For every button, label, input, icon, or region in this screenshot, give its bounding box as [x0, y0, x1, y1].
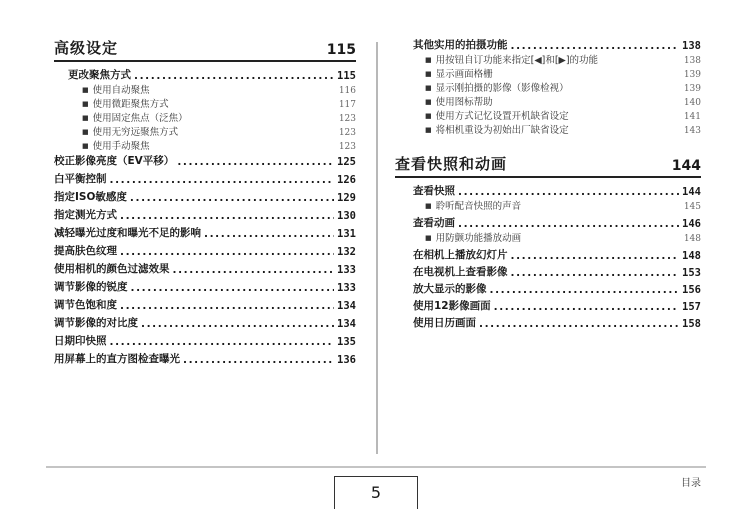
toc-entry-label: 指定ISO敏感度	[54, 191, 127, 203]
toc-entry[interactable]	[54, 172, 356, 186]
toc-entry-label: 在相机上播放幻灯片	[413, 249, 508, 261]
toc-entry[interactable]	[54, 154, 356, 168]
toc-subentry-label: 使用无穷远聚焦方式	[92, 127, 179, 138]
toc-entry[interactable]	[413, 299, 701, 313]
square-bullet-icon: ■	[425, 112, 432, 120]
toc-entry[interactable]	[54, 244, 356, 258]
toc-entry-page: 125	[337, 156, 356, 168]
toc-subentry-page: 148	[683, 234, 701, 244]
toc-entry[interactable]	[54, 334, 356, 348]
toc-subentry-page: 143	[683, 126, 701, 136]
toc-subentry-page: 139	[683, 70, 701, 80]
toc-subentry[interactable]	[82, 112, 356, 124]
toc-entry[interactable]	[413, 38, 701, 52]
toc-subentry[interactable]	[425, 54, 701, 66]
toc-entry-page: 148	[682, 250, 701, 262]
page-number: 5	[370, 483, 382, 502]
leader-dots	[120, 246, 334, 258]
square-bullet-icon: ■	[425, 126, 432, 134]
toc-subentry-label: 用按钮自订功能来指定[◀]和[▶]的功能	[435, 55, 599, 66]
toc-entry-page: 135	[337, 336, 356, 348]
toc-entry-page: 157	[682, 301, 701, 313]
square-bullet-icon: ■	[82, 100, 89, 108]
square-bullet-icon: ■	[82, 114, 89, 122]
toc-entry-label: 使用日历画面	[413, 317, 476, 329]
toc-entry[interactable]	[54, 226, 356, 240]
toc-subentry-page: 139	[683, 84, 701, 94]
toc-entry-label: 查看快照	[413, 185, 455, 197]
toc-entry[interactable]	[54, 316, 356, 330]
toc-subentry-label: 使用固定焦点（泛焦）	[92, 113, 188, 124]
toc-entry[interactable]	[413, 184, 701, 198]
toc-entry-label: 减轻曝光过度和曝光不足的影响	[54, 227, 201, 239]
toc-entry-page: 158	[682, 318, 701, 330]
toc-entry[interactable]	[54, 208, 356, 222]
toc-entry-page: 133	[337, 264, 356, 276]
toc-subentry[interactable]	[425, 110, 701, 122]
square-bullet-icon: ■	[425, 98, 432, 106]
leader-dots	[134, 70, 334, 82]
toc-subentry-label: 使用自动聚焦	[92, 85, 150, 96]
toc-entry-label: 其他实用的拍摄功能	[413, 39, 508, 51]
toc-entry-page: 130	[337, 210, 356, 222]
leader-dots	[131, 282, 335, 294]
toc-subentry-page: 141	[683, 112, 701, 122]
toc-entry[interactable]	[54, 262, 356, 276]
toc-subentry-page: 116	[338, 86, 356, 96]
leader-dots	[458, 186, 679, 198]
leader-dots	[120, 210, 334, 222]
toc-subentry-page: 140	[683, 98, 701, 108]
toc-subentry-label: 显示画面格栅	[435, 69, 493, 80]
toc-subentry[interactable]	[425, 68, 701, 80]
toc-subentry[interactable]	[425, 232, 701, 244]
toc-subentry[interactable]	[425, 124, 701, 136]
square-bullet-icon: ■	[425, 234, 432, 242]
toc-entry-label: 调节影像的锐度	[54, 281, 128, 293]
toc-entry[interactable]	[54, 298, 356, 312]
toc-entry-page: 132	[337, 246, 356, 258]
toc-entry-page: 115	[337, 70, 356, 82]
leader-dots	[490, 284, 680, 296]
toc-entry-page: 146	[682, 218, 701, 230]
toc-subentry-page: 117	[338, 100, 356, 110]
toc-entry-label: 使用相机的颜色过滤效果	[54, 263, 170, 275]
toc-entry-label: 白平衡控制	[54, 173, 107, 185]
leader-dots	[511, 250, 680, 262]
leader-dots	[183, 354, 334, 366]
toc-entry-page: 134	[337, 300, 356, 312]
leader-dots	[120, 300, 334, 312]
toc-entry-label: 校正影像亮度（EV平移）	[54, 155, 175, 167]
section-title: 查看快照和动画	[395, 155, 508, 173]
toc-entry[interactable]	[413, 316, 701, 330]
toc-subentry-page: 123	[338, 114, 356, 124]
toc-entry[interactable]	[413, 265, 701, 279]
toc-entry-page: 131	[337, 228, 356, 240]
toc-entry-page: 156	[682, 284, 701, 296]
leader-dots	[479, 318, 679, 330]
toc-subentry[interactable]	[82, 98, 356, 110]
page-number-box	[334, 476, 418, 509]
toc-subentry[interactable]	[425, 200, 701, 212]
toc-entry[interactable]	[68, 68, 356, 82]
column-divider	[376, 42, 378, 454]
toc-subentry-label: 聆听配音快照的声音	[435, 201, 522, 212]
square-bullet-icon: ■	[82, 86, 89, 94]
toc-subentry-label: 使用微距聚焦方式	[92, 99, 169, 110]
toc-subentry-label: 将相机重设为初始出厂缺省设定	[435, 125, 569, 136]
toc-subentry-label: 使用方式记忆设置开机缺省设定	[435, 111, 569, 122]
toc-subentry-label: 显示刚拍摄的影像（影像检视）	[435, 83, 569, 94]
square-bullet-icon: ■	[425, 56, 432, 64]
toc-entry-label: 在电视机上查看影像	[413, 266, 508, 278]
square-bullet-icon: ■	[425, 70, 432, 78]
toc-entry-page: 126	[337, 174, 356, 186]
square-bullet-icon: ■	[425, 202, 432, 210]
leader-dots	[110, 336, 335, 348]
leader-dots	[177, 156, 334, 168]
toc-subentry-label: 用防颤功能播放动画	[435, 233, 522, 244]
square-bullet-icon: ■	[425, 84, 432, 92]
toc-subentry-page: 138	[683, 56, 701, 66]
section-page: 115	[326, 42, 356, 58]
toc-entry-page: 153	[682, 267, 701, 279]
toc-subentry[interactable]	[82, 126, 356, 138]
toc-subentry-page: 123	[338, 142, 356, 152]
toc-entry-label: 日期印快照	[54, 335, 107, 347]
section-header-view-snapshots-movies[interactable]	[395, 152, 701, 178]
toc-entry-page: 133	[337, 282, 356, 294]
section-title: 高级设定	[54, 39, 119, 57]
toc-entry-label: 查看动画	[413, 217, 455, 229]
footer-rule	[46, 466, 706, 468]
toc-entry-label: 提高肤色纹理	[54, 245, 117, 257]
toc-entry[interactable]	[54, 190, 356, 204]
toc-subentry-label: 使用图标帮助	[435, 97, 493, 108]
toc-entry[interactable]	[54, 352, 356, 366]
toc-entry[interactable]	[413, 282, 701, 296]
leader-dots	[130, 192, 334, 204]
toc-entry-page: 138	[682, 40, 701, 52]
leader-dots	[494, 301, 679, 313]
toc-entry-page: 134	[337, 318, 356, 330]
leader-dots	[458, 218, 679, 230]
toc-entry-page: 136	[337, 354, 356, 366]
toc-entry-label: 更改聚焦方式	[68, 69, 131, 81]
contents-link[interactable]: 目录	[681, 478, 701, 489]
leader-dots	[110, 174, 335, 186]
square-bullet-icon: ■	[82, 128, 89, 136]
toc-subentry[interactable]	[82, 84, 356, 96]
toc-subentry[interactable]	[425, 96, 701, 108]
section-page: 144	[671, 158, 701, 174]
toc-entry[interactable]	[54, 280, 356, 294]
toc-entry[interactable]	[413, 248, 701, 262]
toc-subentry-label: 使用手动聚焦	[92, 141, 150, 152]
leader-dots	[141, 318, 334, 330]
toc-entry-label: 用屏幕上的直方图检查曝光	[54, 353, 180, 365]
square-bullet-icon: ■	[82, 142, 89, 150]
leader-dots	[511, 267, 680, 279]
toc-subentry[interactable]	[82, 140, 356, 152]
toc-entry-label: 调节影像的对比度	[54, 317, 138, 329]
toc-subentry-page: 123	[338, 128, 356, 138]
toc-subentry[interactable]	[425, 82, 701, 94]
leader-dots	[511, 40, 680, 52]
section-header-advanced-settings[interactable]	[54, 36, 356, 62]
toc-subentry-page: 145	[683, 202, 701, 212]
toc-entry-label: 调节色饱和度	[54, 299, 117, 311]
toc-entry-page: 129	[337, 192, 356, 204]
toc-entry-page: 144	[682, 186, 701, 198]
toc-entry-label: 使用12影像画面	[413, 300, 491, 312]
toc-entry[interactable]	[413, 216, 701, 230]
toc-entry-label: 放大显示的影像	[413, 283, 487, 295]
leader-dots	[204, 228, 334, 240]
leader-dots	[173, 264, 335, 276]
toc-entry-label: 指定测光方式	[54, 209, 117, 221]
